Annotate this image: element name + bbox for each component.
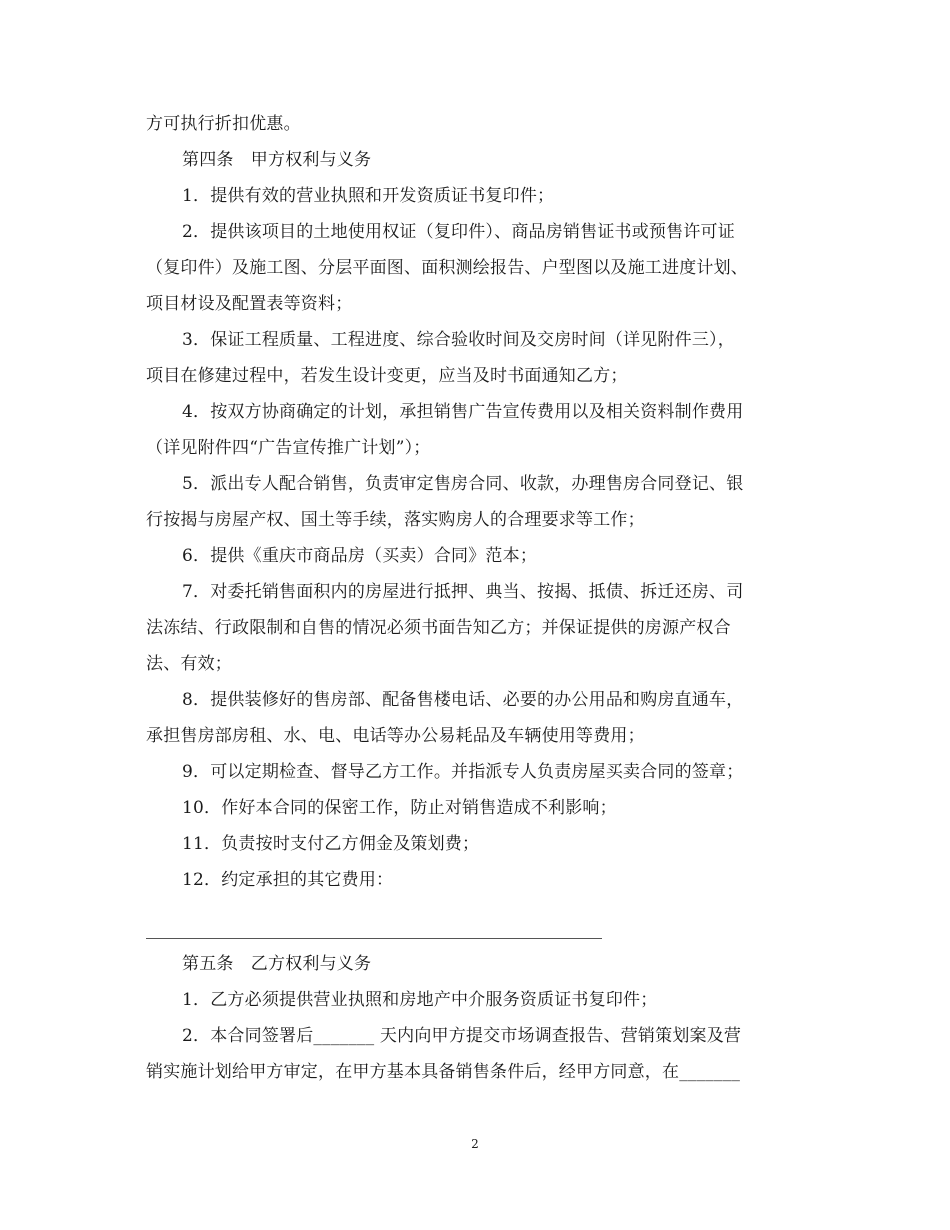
text-line: 法、有效； — [146, 654, 232, 674]
text-line: 1．提供有效的营业执照和开发资质证书复印件； — [182, 186, 555, 206]
text-line: 4．按双方协商确定的计划，承担销售广告宣传费用以及相关资料制作费用 — [182, 402, 744, 422]
text-line: （详见附件四“广告宣传推广计划”）； — [146, 438, 431, 458]
text-line: 项目材设及配置表等资料； — [146, 294, 353, 314]
text-line: 11．负责按时支付乙方佣金及策划费； — [182, 834, 480, 854]
text-line: 法冻结、行政限制和自售的情况必须书面告知乙方；并保证提供的房源产权合 — [146, 618, 731, 638]
text-line: 项目在修建过程中，若发生设计变更，应当及时书面通知乙方； — [146, 366, 628, 386]
text-line: 第四条 甲方权利与义务 — [182, 150, 372, 170]
text-line: 12．约定承担的其它费用： — [182, 870, 394, 890]
text-line: 10．作好本合同的保密工作，防止对销售造成不利影响； — [182, 798, 617, 818]
text-line: 6．提供《重庆市商品房（买卖）合同》范本； — [182, 546, 538, 566]
text-line: 第五条 乙方权利与义务 — [182, 954, 372, 974]
text-line: 3．保证工程质量、工程进度、综合验收时间及交房时间（详见附件三）， — [182, 330, 735, 350]
text-line: 5．派出专人配合销售，负责审定售房合同、收款，办理售房合同登记、银 — [182, 474, 744, 494]
document-body-bottom — [146, 952, 796, 1096]
text-line: 7．对委托销售面积内的房屋进行抵押、典当、按揭、抵债、拆迁还房、司 — [182, 582, 744, 602]
text-line: 承担售房部房租、水、电、电话等办公易耗品及车辆使用等费用； — [146, 726, 645, 746]
text-line: 1．乙方必须提供营业执照和房地产中介服务资质证书复印件； — [182, 990, 658, 1010]
text-line: 方可执行折扣优惠。 — [146, 114, 301, 134]
text-line: 2．本合同签署后_______ 天内向甲方提交市场调查报告、营销策划案及营 — [182, 1026, 742, 1046]
text-line: 8．提供装修好的售房部、配备售楼电话、必要的办公用品和购房直通车， — [182, 690, 744, 710]
text-line: 销实施计划给甲方审定，在甲方基本具备销售条件后，经甲方同意，在_______ — [146, 1062, 741, 1082]
blank-fill-line — [146, 938, 602, 939]
text-line: 行按揭与房屋产权、国土等手续，落实购房人的合理要求等工作； — [146, 510, 645, 530]
text-line: 2．提供该项目的土地使用权证（复印件）、商品房销售证书或预售许可证 — [182, 222, 735, 242]
document-body-top — [146, 112, 796, 904]
page-number: 2 — [471, 1137, 479, 1151]
text-line: 9．可以定期检查、督导乙方工作。并指派专人负责房屋买卖合同的签章； — [182, 762, 744, 782]
text-line: （复印件）及施工图、分层平面图、面积测绘报告、户型图以及施工进度计划、 — [146, 258, 748, 278]
